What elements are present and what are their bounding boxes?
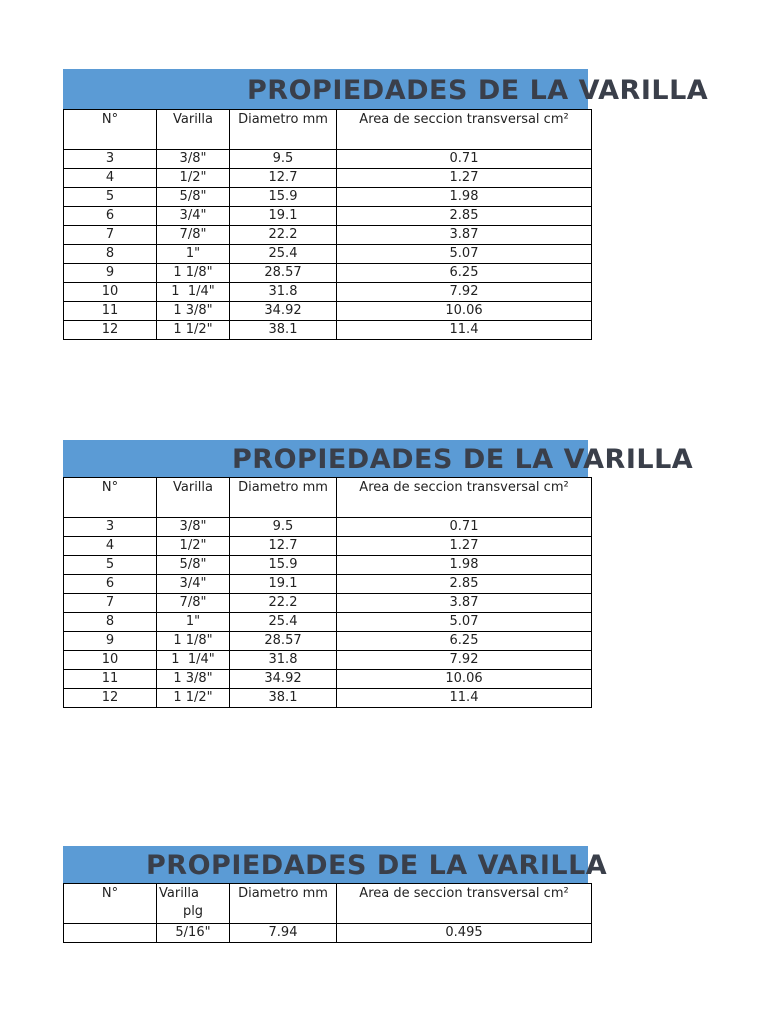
table-row — [64, 556, 592, 575]
table-row — [64, 575, 592, 594]
header-row — [64, 884, 592, 924]
cell-area: 1.98 — [337, 188, 592, 207]
cell-varilla: 3/8" — [157, 150, 230, 169]
cell-diameter: 15.9 — [230, 556, 337, 575]
table-row — [64, 537, 592, 556]
table-row — [64, 226, 592, 245]
cell-area: 10.06 — [337, 302, 592, 321]
cell-varilla: 1" — [157, 613, 230, 632]
table-row — [64, 150, 592, 169]
cell-area: 2.85 — [337, 575, 592, 594]
cell-diameter: 9.5 — [230, 150, 337, 169]
header-area: Area de seccion transversal cm² — [337, 884, 592, 924]
cell-varilla: 1 3/8" — [157, 670, 230, 689]
cell-area: 3.87 — [337, 226, 592, 245]
cell-area: 10.06 — [337, 670, 592, 689]
table-row — [64, 264, 592, 283]
properties-table — [63, 477, 592, 708]
cell-area: 7.92 — [337, 651, 592, 670]
header-varilla-unit: plg — [182, 904, 204, 919]
table-row — [64, 651, 592, 670]
table-title: PROPIEDADES DE LA VARILLA — [146, 850, 608, 881]
table-row — [64, 207, 592, 226]
cell-number: 4 — [64, 537, 157, 556]
properties-table — [63, 883, 592, 943]
cell-diameter: 9.5 — [230, 518, 337, 537]
cell-varilla: 1" — [157, 245, 230, 264]
header-varilla: Varilla — [157, 478, 230, 518]
table-row — [64, 632, 592, 651]
cell-varilla: 5/8" — [157, 188, 230, 207]
cell-number: 7 — [64, 594, 157, 613]
cell-number: 6 — [64, 575, 157, 594]
cell-area: 1.98 — [337, 556, 592, 575]
cell-varilla: 7/8" — [157, 226, 230, 245]
table-row — [64, 321, 592, 340]
cell-area: 11.4 — [337, 689, 592, 708]
cell-varilla: 1 1/2" — [157, 321, 230, 340]
cell-number: 12 — [64, 689, 157, 708]
varilla-table-1 — [63, 69, 709, 340]
cell-diameter: 28.57 — [230, 632, 337, 651]
cell-area: 5.07 — [337, 245, 592, 264]
cell-area: 0.71 — [337, 150, 592, 169]
header-varilla-label: Varilla — [159, 886, 199, 901]
cell-diameter: 19.1 — [230, 207, 337, 226]
cell-varilla: 7/8" — [157, 594, 230, 613]
table-row — [64, 924, 592, 943]
header-number: N° — [64, 110, 157, 150]
cell-number: 9 — [64, 264, 157, 283]
table-banner — [63, 846, 608, 883]
cell-area: 6.25 — [337, 264, 592, 283]
cell-varilla: 3/4" — [157, 575, 230, 594]
cell-area: 3.87 — [337, 594, 592, 613]
cell-diameter: 12.7 — [230, 537, 337, 556]
cell-varilla: 1 3/8" — [157, 302, 230, 321]
table-banner — [63, 440, 694, 477]
table-row — [64, 518, 592, 537]
cell-number: 10 — [64, 651, 157, 670]
table-row — [64, 613, 592, 632]
table-title: PROPIEDADES DE LA VARILLA — [247, 75, 709, 106]
cell-varilla: 1 1/4" — [157, 283, 230, 302]
cell-diameter: 38.1 — [230, 689, 337, 708]
table-row — [64, 188, 592, 207]
cell-number: 6 — [64, 207, 157, 226]
header-diameter: Diametro mm — [230, 478, 337, 518]
cell-area: 1.27 — [337, 169, 592, 188]
cell-varilla: 1 1/2" — [157, 689, 230, 708]
header-area: Area de seccion transversal cm² — [337, 478, 592, 518]
cell-area: 5.07 — [337, 613, 592, 632]
cell-number: 8 — [64, 245, 157, 264]
cell-area: 2.85 — [337, 207, 592, 226]
cell-diameter: 34.92 — [230, 670, 337, 689]
cell-number: 11 — [64, 670, 157, 689]
cell-number: 8 — [64, 613, 157, 632]
varilla-table-2 — [63, 440, 694, 708]
table-row — [64, 689, 592, 708]
cell-number — [64, 924, 157, 943]
cell-diameter: 28.57 — [230, 264, 337, 283]
cell-diameter: 19.1 — [230, 575, 337, 594]
cell-diameter: 31.8 — [230, 283, 337, 302]
header-varilla: Varilla — [157, 110, 230, 150]
properties-table — [63, 109, 592, 340]
header-diameter: Diametro mm — [230, 884, 337, 924]
header-varilla — [157, 884, 230, 924]
cell-number: 5 — [64, 188, 157, 207]
cell-varilla: 1 1/8" — [157, 264, 230, 283]
header-number: N° — [64, 884, 157, 924]
cell-diameter: 38.1 — [230, 321, 337, 340]
table-row — [64, 670, 592, 689]
cell-varilla: 1 1/8" — [157, 632, 230, 651]
cell-varilla: 1/2" — [157, 537, 230, 556]
cell-varilla: 5/16" — [157, 924, 230, 943]
varilla-table-3 — [63, 846, 608, 943]
cell-diameter: 22.2 — [230, 226, 337, 245]
cell-diameter: 22.2 — [230, 594, 337, 613]
header-number: N° — [64, 478, 157, 518]
table-row — [64, 169, 592, 188]
cell-number: 10 — [64, 283, 157, 302]
cell-varilla: 3/4" — [157, 207, 230, 226]
cell-diameter: 31.8 — [230, 651, 337, 670]
header-row — [64, 110, 592, 150]
table-banner — [63, 69, 709, 109]
cell-diameter: 7.94 — [230, 924, 337, 943]
cell-number: 12 — [64, 321, 157, 340]
cell-number: 5 — [64, 556, 157, 575]
header-row — [64, 478, 592, 518]
cell-number: 3 — [64, 518, 157, 537]
cell-area: 1.27 — [337, 537, 592, 556]
cell-number: 9 — [64, 632, 157, 651]
cell-varilla: 1 1/4" — [157, 651, 230, 670]
cell-area: 11.4 — [337, 321, 592, 340]
header-area: Area de seccion transversal cm² — [337, 110, 592, 150]
cell-diameter: 15.9 — [230, 188, 337, 207]
cell-number: 7 — [64, 226, 157, 245]
cell-number: 3 — [64, 150, 157, 169]
cell-varilla: 3/8" — [157, 518, 230, 537]
cell-varilla: 1/2" — [157, 169, 230, 188]
cell-area: 0.71 — [337, 518, 592, 537]
cell-area: 7.92 — [337, 283, 592, 302]
header-diameter: Diametro mm — [230, 110, 337, 150]
cell-diameter: 25.4 — [230, 613, 337, 632]
cell-diameter: 12.7 — [230, 169, 337, 188]
cell-number: 4 — [64, 169, 157, 188]
table-row — [64, 594, 592, 613]
cell-varilla: 5/8" — [157, 556, 230, 575]
cell-diameter: 34.92 — [230, 302, 337, 321]
cell-number: 11 — [64, 302, 157, 321]
table-title: PROPIEDADES DE LA VARILLA — [232, 444, 694, 475]
cell-area: 0.495 — [337, 924, 592, 943]
cell-diameter: 25.4 — [230, 245, 337, 264]
cell-area: 6.25 — [337, 632, 592, 651]
table-row — [64, 283, 592, 302]
table-row — [64, 302, 592, 321]
table-row — [64, 245, 592, 264]
